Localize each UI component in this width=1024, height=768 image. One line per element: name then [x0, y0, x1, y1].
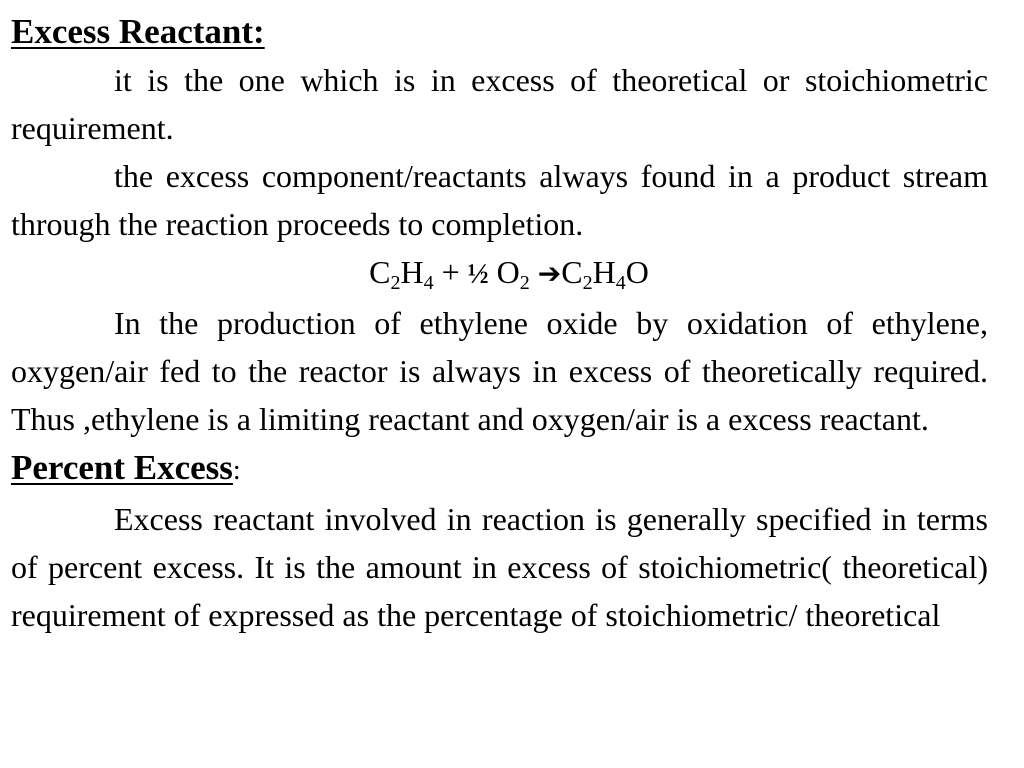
- eq-product-o: O: [625, 254, 649, 290]
- eq-product-h-sub: 4: [615, 272, 626, 294]
- eq-product-c-sub: 2: [582, 272, 593, 294]
- reaction-arrow-icon: ➔: [537, 257, 562, 290]
- eq-reactant1-c-sub: 2: [390, 272, 401, 294]
- eq-product-c: C: [561, 254, 583, 290]
- eq-reactant1-h-sub: 4: [423, 272, 434, 294]
- paragraph-percent-excess: Excess reactant involved in reaction is generally specified in terms of percent excess. It is the amount in excess of stoichiometric( theoretical) requirement of expressed as the percentage of stoichiometric/ theoretical: [11, 501, 988, 633]
- paragraph-product-stream: the excess component/reactants always found in a product stream through the reaction proceeds to completion.: [11, 158, 988, 242]
- slide-content: [11, 8, 988, 639]
- paragraph-ethylene-oxide: In the production of ethylene oxide by oxidation of ethylene, oxygen/air fed to the reactor is always in excess of theoretically required. Thus ,ethylene is a limiting reactant and oxygen/air is a excess reactant.: [11, 305, 988, 437]
- heading-excess-reactant: [11, 8, 988, 56]
- heading-percent-excess-text: Percent Excess: [11, 448, 233, 487]
- eq-coefficient-half: ½: [467, 259, 489, 290]
- chemical-equation: [11, 248, 988, 299]
- eq-reactant1-h: H: [400, 254, 424, 290]
- eq-reactant2-o-sub: 2: [519, 272, 530, 294]
- eq-plus: +: [441, 254, 460, 290]
- eq-reactant2-o: O: [496, 254, 520, 290]
- heading-percent-excess-colon: :: [232, 455, 241, 486]
- eq-reactant1-c: C: [369, 254, 391, 290]
- heading-excess-reactant-text: Excess Reactant:: [11, 12, 265, 51]
- eq-product-h: H: [592, 254, 616, 290]
- heading-percent-excess: [11, 444, 988, 495]
- paragraph-definition: it is the one which is in excess of theoretical or stoichiometric requirement.: [11, 62, 988, 146]
